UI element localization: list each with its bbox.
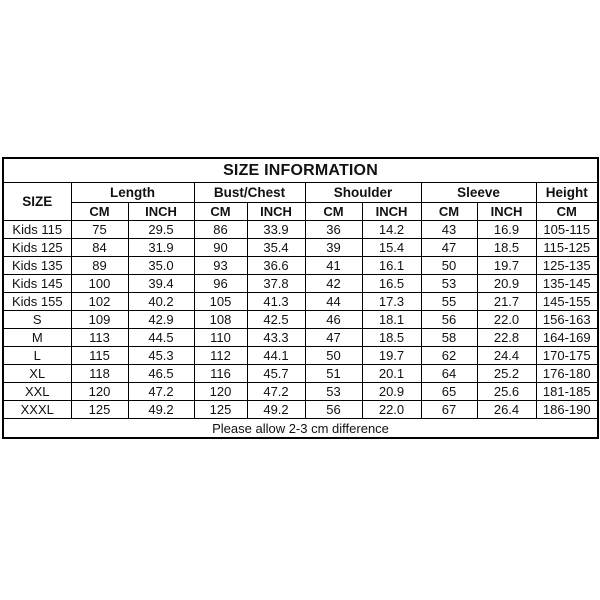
length-inch-cell: 45.3 xyxy=(128,347,194,365)
bust-cm-cell: 112 xyxy=(194,347,247,365)
length-inch-cell: 44.5 xyxy=(128,329,194,347)
height-cm-cell: 105-115 xyxy=(536,221,598,239)
sleeve-cm-cell: 53 xyxy=(421,275,477,293)
sleeve-cm-cell: 55 xyxy=(421,293,477,311)
shoulder-header: Shoulder xyxy=(305,183,421,203)
bust-cm-cell: 108 xyxy=(194,311,247,329)
height-cm-cell: 115-125 xyxy=(536,239,598,257)
bust-cm-cell: 86 xyxy=(194,221,247,239)
size-cell: Kids 125 xyxy=(3,239,71,257)
bust-cm-cell: 93 xyxy=(194,257,247,275)
sleeve-inch-header: INCH xyxy=(477,203,536,221)
height-cm-cell: 164-169 xyxy=(536,329,598,347)
sleeve-inch-cell: 22.8 xyxy=(477,329,536,347)
shoulder-cm-cell: 51 xyxy=(305,365,362,383)
note-row xyxy=(3,419,598,439)
sleeve-cm-cell: 47 xyxy=(421,239,477,257)
group-header-row xyxy=(3,183,598,203)
size-cell: M xyxy=(3,329,71,347)
shoulder-cm-cell: 50 xyxy=(305,347,362,365)
sleeve-inch-cell: 21.7 xyxy=(477,293,536,311)
length-inch-cell: 42.9 xyxy=(128,311,194,329)
size-difference-note: Please allow 2-3 cm difference xyxy=(3,419,598,439)
bust-inch-cell: 36.6 xyxy=(247,257,305,275)
length-cm-cell: 84 xyxy=(71,239,128,257)
shoulder-cm-cell: 39 xyxy=(305,239,362,257)
height-header: Height xyxy=(536,183,598,203)
sleeve-inch-cell: 24.4 xyxy=(477,347,536,365)
size-cell: L xyxy=(3,347,71,365)
height-cm-cell: 135-145 xyxy=(536,275,598,293)
sleeve-inch-cell: 22.0 xyxy=(477,311,536,329)
height-cm-cell: 181-185 xyxy=(536,383,598,401)
size-cell: XXL xyxy=(3,383,71,401)
sleeve-inch-cell: 26.4 xyxy=(477,401,536,419)
sleeve-inch-cell: 20.9 xyxy=(477,275,536,293)
length-cm-cell: 109 xyxy=(71,311,128,329)
length-cm-cell: 113 xyxy=(71,329,128,347)
sleeve-header: Sleeve xyxy=(421,183,536,203)
length-cm-cell: 120 xyxy=(71,383,128,401)
height-cm-cell: 176-180 xyxy=(536,365,598,383)
shoulder-cm-cell: 53 xyxy=(305,383,362,401)
table-row xyxy=(3,365,598,383)
shoulder-inch-cell: 22.0 xyxy=(362,401,421,419)
shoulder-inch-cell: 16.5 xyxy=(362,275,421,293)
shoulder-cm-cell: 42 xyxy=(305,275,362,293)
table-row xyxy=(3,401,598,419)
table-row xyxy=(3,311,598,329)
length-inch-cell: 29.5 xyxy=(128,221,194,239)
shoulder-inch-cell: 20.1 xyxy=(362,365,421,383)
length-header: Length xyxy=(71,183,194,203)
shoulder-inch-cell: 18.1 xyxy=(362,311,421,329)
shoulder-cm-cell: 47 xyxy=(305,329,362,347)
shoulder-inch-cell: 19.7 xyxy=(362,347,421,365)
shoulder-inch-cell: 15.4 xyxy=(362,239,421,257)
sleeve-cm-cell: 67 xyxy=(421,401,477,419)
bust-inch-cell: 43.3 xyxy=(247,329,305,347)
height-cm-cell: 145-155 xyxy=(536,293,598,311)
length-cm-cell: 102 xyxy=(71,293,128,311)
size-column-header: SIZE xyxy=(3,183,71,221)
length-cm-cell: 100 xyxy=(71,275,128,293)
size-cell: XL xyxy=(3,365,71,383)
shoulder-cm-cell: 41 xyxy=(305,257,362,275)
length-cm-cell: 115 xyxy=(71,347,128,365)
height-cm-cell: 125-135 xyxy=(536,257,598,275)
shoulder-cm-header: CM xyxy=(305,203,362,221)
height-cm-cell: 186-190 xyxy=(536,401,598,419)
table-row xyxy=(3,257,598,275)
shoulder-inch-header: INCH xyxy=(362,203,421,221)
bust-cm-cell: 96 xyxy=(194,275,247,293)
length-inch-header: INCH xyxy=(128,203,194,221)
table-row xyxy=(3,221,598,239)
table-row xyxy=(3,347,598,365)
bust-cm-cell: 90 xyxy=(194,239,247,257)
bust-inch-cell: 45.7 xyxy=(247,365,305,383)
table-row xyxy=(3,329,598,347)
height-cm-cell: 156-163 xyxy=(536,311,598,329)
length-inch-cell: 49.2 xyxy=(128,401,194,419)
shoulder-inch-cell: 14.2 xyxy=(362,221,421,239)
size-chart-table xyxy=(2,157,599,439)
shoulder-cm-cell: 56 xyxy=(305,401,362,419)
size-cell: Kids 145 xyxy=(3,275,71,293)
title-row xyxy=(3,158,598,183)
bust-cm-cell: 120 xyxy=(194,383,247,401)
shoulder-inch-cell: 18.5 xyxy=(362,329,421,347)
sleeve-inch-cell: 25.6 xyxy=(477,383,536,401)
sleeve-inch-cell: 19.7 xyxy=(477,257,536,275)
height-cm-header: CM xyxy=(536,203,598,221)
bust-cm-header: CM xyxy=(194,203,247,221)
shoulder-inch-cell: 17.3 xyxy=(362,293,421,311)
size-cell: XXXL xyxy=(3,401,71,419)
sleeve-cm-cell: 50 xyxy=(421,257,477,275)
length-cm-header: CM xyxy=(71,203,128,221)
length-cm-cell: 118 xyxy=(71,365,128,383)
size-cell: Kids 155 xyxy=(3,293,71,311)
length-inch-cell: 40.2 xyxy=(128,293,194,311)
sleeve-cm-header: CM xyxy=(421,203,477,221)
size-cell: S xyxy=(3,311,71,329)
bust-cm-cell: 116 xyxy=(194,365,247,383)
shoulder-cm-cell: 36 xyxy=(305,221,362,239)
length-inch-cell: 46.5 xyxy=(128,365,194,383)
bust-inch-cell: 44.1 xyxy=(247,347,305,365)
bust-inch-cell: 42.5 xyxy=(247,311,305,329)
table-title: SIZE INFORMATION xyxy=(3,158,598,183)
sleeve-cm-cell: 65 xyxy=(421,383,477,401)
sleeve-cm-cell: 64 xyxy=(421,365,477,383)
sleeve-inch-cell: 18.5 xyxy=(477,239,536,257)
table-row xyxy=(3,239,598,257)
shoulder-cm-cell: 44 xyxy=(305,293,362,311)
bust-inch-cell: 41.3 xyxy=(247,293,305,311)
size-cell: Kids 115 xyxy=(3,221,71,239)
bust-inch-cell: 47.2 xyxy=(247,383,305,401)
sleeve-inch-cell: 16.9 xyxy=(477,221,536,239)
table-row xyxy=(3,275,598,293)
height-cm-cell: 170-175 xyxy=(536,347,598,365)
table-row xyxy=(3,383,598,401)
bust-inch-header: INCH xyxy=(247,203,305,221)
sleeve-cm-cell: 43 xyxy=(421,221,477,239)
size-cell: Kids 135 xyxy=(3,257,71,275)
shoulder-inch-cell: 16.1 xyxy=(362,257,421,275)
table-row xyxy=(3,293,598,311)
bust-inch-cell: 37.8 xyxy=(247,275,305,293)
length-cm-cell: 75 xyxy=(71,221,128,239)
unit-header-row xyxy=(3,203,598,221)
length-cm-cell: 125 xyxy=(71,401,128,419)
length-inch-cell: 47.2 xyxy=(128,383,194,401)
length-inch-cell: 35.0 xyxy=(128,257,194,275)
sleeve-cm-cell: 56 xyxy=(421,311,477,329)
sleeve-cm-cell: 58 xyxy=(421,329,477,347)
bust-chest-header: Bust/Chest xyxy=(194,183,305,203)
shoulder-cm-cell: 46 xyxy=(305,311,362,329)
length-inch-cell: 39.4 xyxy=(128,275,194,293)
length-inch-cell: 31.9 xyxy=(128,239,194,257)
bust-inch-cell: 33.9 xyxy=(247,221,305,239)
length-cm-cell: 89 xyxy=(71,257,128,275)
bust-inch-cell: 49.2 xyxy=(247,401,305,419)
bust-cm-cell: 110 xyxy=(194,329,247,347)
bust-cm-cell: 105 xyxy=(194,293,247,311)
shoulder-inch-cell: 20.9 xyxy=(362,383,421,401)
bust-inch-cell: 35.4 xyxy=(247,239,305,257)
sleeve-inch-cell: 25.2 xyxy=(477,365,536,383)
sleeve-cm-cell: 62 xyxy=(421,347,477,365)
bust-cm-cell: 125 xyxy=(194,401,247,419)
